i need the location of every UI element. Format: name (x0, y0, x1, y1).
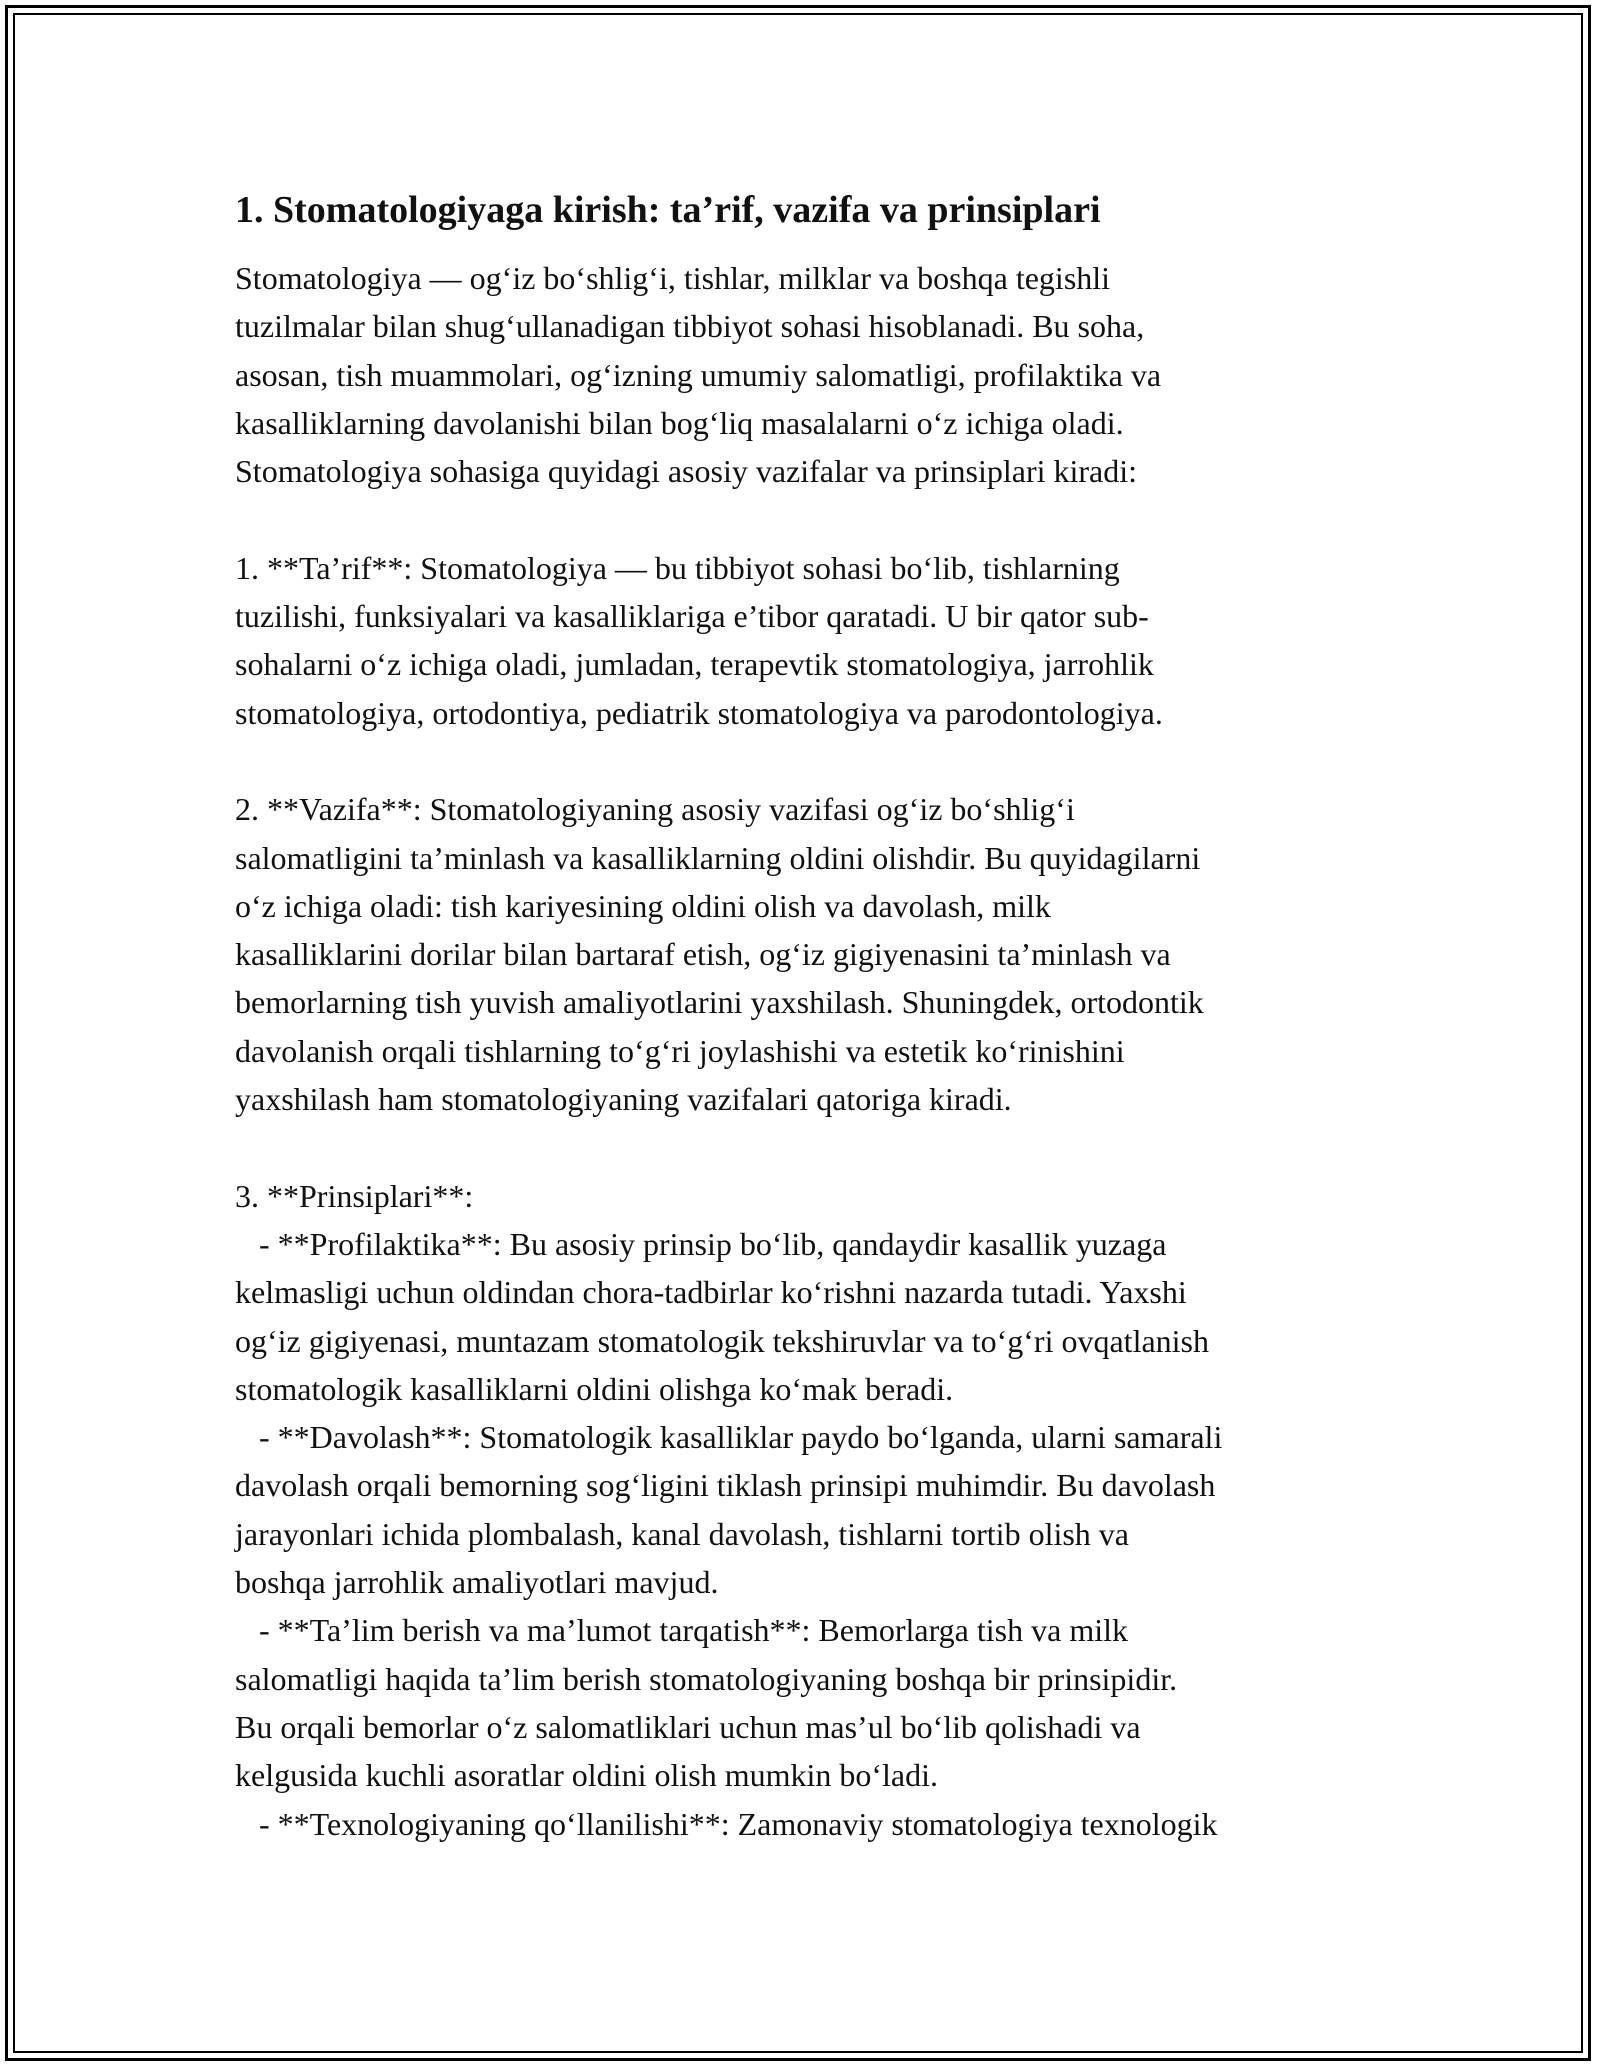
blank-line (235, 495, 1375, 543)
text-line: o‘z ichiga oladi: tish kariyesining oldini olish va davolash, milk (235, 887, 1051, 924)
blank-line (235, 737, 1375, 785)
text-line: Bu orqali bemorlar o‘z salomatliklari uchun mas’ul bo‘lib qolishadi va (235, 1708, 1141, 1745)
text-line: boshqa jarrohlik amaliyotlari mavjud. (235, 1564, 719, 1601)
text-line: tuzilishi, funksiyalari va kasalliklariga e’tibor qaratadi. U bir qator sub- (235, 598, 1149, 635)
text-line: davolash orqali bemorning sog‘ligini tiklash prinsipi muhimdir. Bu davolash (235, 1467, 1216, 1504)
text-line: salomatligini ta’minlash va kasalliklarning oldini olishdir. Bu quyidagilarni (235, 839, 1201, 876)
text-line: bemorlarning tish yuvish amaliyotlarini yaxshilash. Shuningdek, ortodontik (235, 984, 1204, 1021)
text-line: 1. **Ta’rif**: Stomatologiya — bu tibbiyot sohasi bo‘lib, tishlarning (235, 549, 1120, 586)
text-line: sohalarni o‘z ichiga oladi, jumladan, terapevtik stomatologiya, jarrohlik (235, 646, 1154, 683)
text-line: Stomatologiya sohasiga quyidagi asosiy vazifalar va prinsiplari kiradi: (235, 453, 1138, 490)
text-line: kelgusida kuchli asoratlar oldini olish mumkin bo‘ladi. (235, 1757, 938, 1794)
text-line: tuzilmalar bilan shug‘ullanadigan tibbiyot sohasi hisoblanadi. Bu soha, (235, 308, 1145, 345)
text-line: - **Davolash**: Stomatologik kasalliklar paydo bo‘lganda, ularni samarali (235, 1419, 1223, 1456)
text-line: yaxshilash ham stomatologiyaning vazifalari qatoriga kiradi. (235, 1081, 1012, 1118)
text-line: salomatligi haqida ta’lim berish stomatologiyaning boshqa bir prinsipidir. (235, 1660, 1178, 1697)
document-title: 1. Stomatologiyaga kirish: ta’rif, vazifa va prinsiplari (235, 189, 1101, 231)
text-line: kasalliklarini dorilar bilan bartaraf etish, og‘iz gigiyenasini ta’minlash va (235, 936, 1171, 973)
text-line: Stomatologiya — og‘iz bo‘shlig‘i, tishlar, milklar va boshqa tegishli (235, 260, 1111, 296)
text-line: davolanish orqali tishlarning to‘g‘ri joylashishi va estetik ko‘rinishini (235, 1032, 1125, 1069)
text-line: - **Profilaktika**: Bu asosiy prinsip bo‘lib, qandaydir kasallik yuzaga (235, 1225, 1167, 1262)
text-line: - **Ta’lim berish va ma’lumot tarqatish**: Bemorlarga tish va milk (235, 1612, 1128, 1649)
text-line: stomatologiya, ortodontiya, pediatrik stomatologiya va parodontologiya. (235, 694, 1163, 731)
text-line: 2. **Vazifa**: Stomatologiyaning asosiy vazifasi og‘iz bo‘shlig‘i (235, 791, 1075, 828)
text-line: 3. **Prinsiplari**: (235, 1177, 474, 1214)
text-line: og‘iz gigiyenasi, muntazam stomatologik tekshiruvlar va to‘g‘ri ovqatlanish (235, 1322, 1209, 1359)
document-page (235, 186, 1375, 1848)
text-line: asosan, tish muammolari, og‘izning umumiy salomatligi, profilaktika va (235, 356, 1162, 393)
text-line: stomatologik kasalliklarni oldini olishga ko‘mak beradi. (235, 1370, 954, 1407)
document-body (235, 254, 1375, 1848)
text-line: kelmasligi uchun oldindan chora-tadbirlar ko‘rishni nazarda tutadi. Yaxshi (235, 1274, 1187, 1311)
text-line: kasalliklarning davolanishi bilan bog‘liq masalalarni o‘z ichiga oladi. (235, 404, 1124, 441)
text-line: - **Texnologiyaning qo‘llanilishi**: Zamonaviy stomatologiya texnologik (235, 1805, 1218, 1842)
text-line: jarayonlari ichida plombalash, kanal davolash, tishlarni tortib olish va (235, 1515, 1129, 1552)
blank-line (235, 1123, 1375, 1171)
